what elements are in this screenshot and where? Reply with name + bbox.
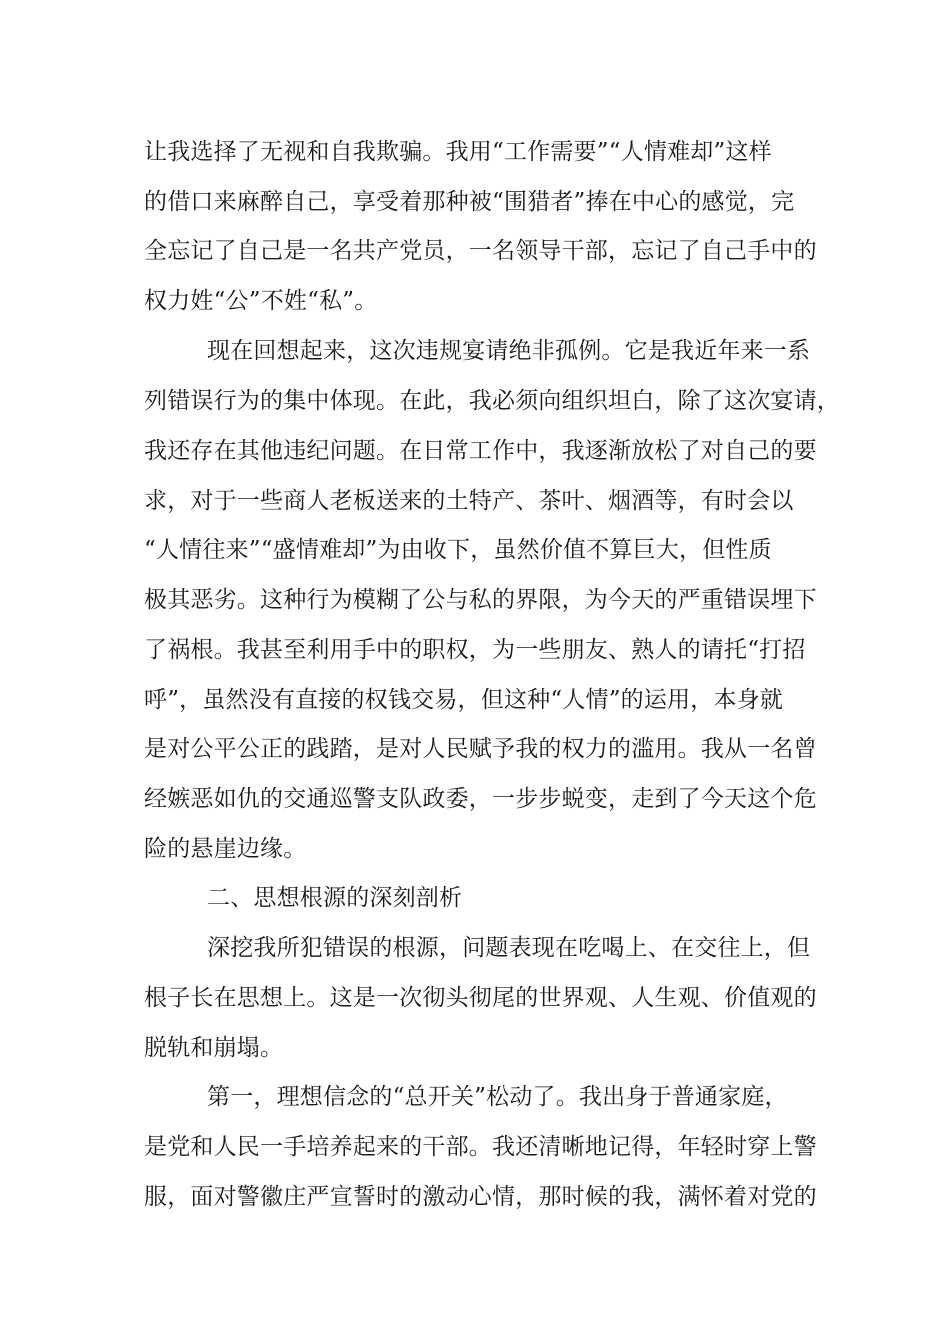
paragraph-4-line-3: 服，面对警徽庄严宣誓时的激动心情，那时候的我，满怀着对党的	[144, 1184, 817, 1210]
paragraph-2-line-7: 了祸根。我甚至利用手中的职权，为一些朋友、熟人的请托“打招	[144, 637, 806, 663]
paragraph-2-line-3: 我还存在其他违纪问题。在日常工作中，我逐渐放松了对自己的要	[144, 438, 817, 464]
paragraph-4-line-1: 第一，理想信念的“总开关”松动了。我出身于普通家庭，	[207, 1084, 788, 1110]
paragraph-2-line-5: “人情往来”“盛情难却”为由收下，虽然价值不算巨大，但性质	[144, 537, 772, 563]
paragraph-3-line-2: 根子长在思想上。这是一次彻头彻尾的世界观、人生观、价值观的	[144, 985, 817, 1011]
paragraph-2-line-6: 极其恶劣。这种行为模糊了公与私的界限，为今天的严重错误埋下	[144, 587, 817, 613]
paragraph-2-line-11: 险的悬崖边缘。	[144, 836, 307, 862]
paragraph-1-line-2: 的借口来麻醉自己，享受着那种被“围猎者”捧在中心的感觉，完	[144, 189, 795, 215]
paragraph-2-line-1: 现在回想起来，这次违规宴请绝非孤例。它是我近年来一系	[207, 338, 811, 364]
paragraph-2-line-10: 经嫉恶如仇的交通巡警支队政委，一步步蜕变，走到了今天这个危	[144, 786, 817, 812]
paragraph-2-line-4: 求，对于一些商人老板送来的土特产、茶叶、烟酒等，有时会以	[144, 488, 794, 514]
paragraph-3-line-3: 脱轨和崩塌。	[144, 1035, 284, 1061]
paragraph-1-line-3: 全忘记了自己是一名共产党员，一名领导干部，忘记了自己手中的	[144, 238, 817, 264]
section-heading: 二、思想根源的深刻剖析	[207, 885, 463, 911]
paragraph-2-line-8: 呼”，虽然没有直接的权钱交易，但这种“人情”的运用，本身就	[144, 687, 784, 713]
paragraph-3-line-1: 深挖我所犯错误的根源，问题表现在吃喝上、在交往上，但	[207, 935, 811, 961]
paragraph-2-line-9: 是对公平公正的践踏，是对人民赋予我的权力的滥用。我从一名曾	[144, 736, 817, 762]
paragraph-1-line-1: 让我选择了无视和自我欺骗。我用“工作需要”“人情难却”这样	[144, 139, 772, 165]
paragraph-2-line-2: 列错误行为的集中体现。在此，我必须向组织坦白，除了这次宴请，	[144, 388, 840, 414]
paragraph-1-line-4: 权力姓“公”不姓“私”。	[144, 288, 378, 314]
paragraph-4-line-2: 是党和人民一手培养起来的干部。我还清晰地记得，年轻时穿上警	[144, 1134, 817, 1160]
